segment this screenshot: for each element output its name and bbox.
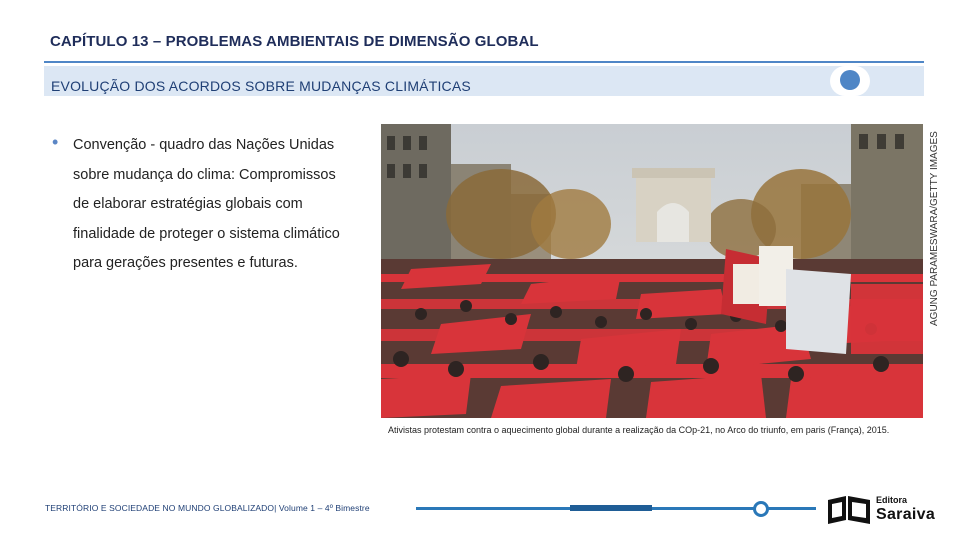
chapter-title: CAPÍTULO 13 – PROBLEMAS AMBIENTAIS DE DIMENSÃO GLOBAL bbox=[50, 33, 539, 50]
logo-brand-name: Saraiva bbox=[876, 506, 936, 523]
editora-saraiva-logo bbox=[826, 494, 944, 528]
book-logo-icon bbox=[826, 494, 872, 524]
bullet-icon: • bbox=[52, 132, 59, 152]
logo-publisher-label: Editora bbox=[876, 495, 908, 505]
footer-circle-icon bbox=[753, 501, 769, 517]
protest-photo bbox=[381, 124, 923, 418]
header-divider bbox=[44, 61, 924, 63]
footer-text: TERRITÓRIO E SOCIEDADE NO MUNDO GLOBALIZADO| Volume 1 – 4º Bimestre bbox=[45, 503, 370, 513]
section-title: EVOLUÇÃO DOS ACORDOS SOBRE MUDANÇAS CLIMÁTICAS bbox=[51, 78, 471, 94]
bullet-text: Convenção - quadro das Nações Unidas sobre mudança do clima: Compromissos de elaborar estratégias globais com finalidade de proteger o sistema climático para gerações presentes e futuras. bbox=[73, 137, 340, 271]
photo-credit: AGUNG PARAMESWARA/GETTY IMAGES bbox=[929, 131, 940, 326]
circle-icon bbox=[840, 70, 860, 90]
photo-caption: Ativistas protestam contra o aquecimento global durante a realização da COp-21, no Arco do triunfo, em paris (França), 2015. bbox=[388, 425, 890, 435]
bullet-item bbox=[52, 131, 352, 279]
footer-progress bbox=[570, 505, 652, 511]
